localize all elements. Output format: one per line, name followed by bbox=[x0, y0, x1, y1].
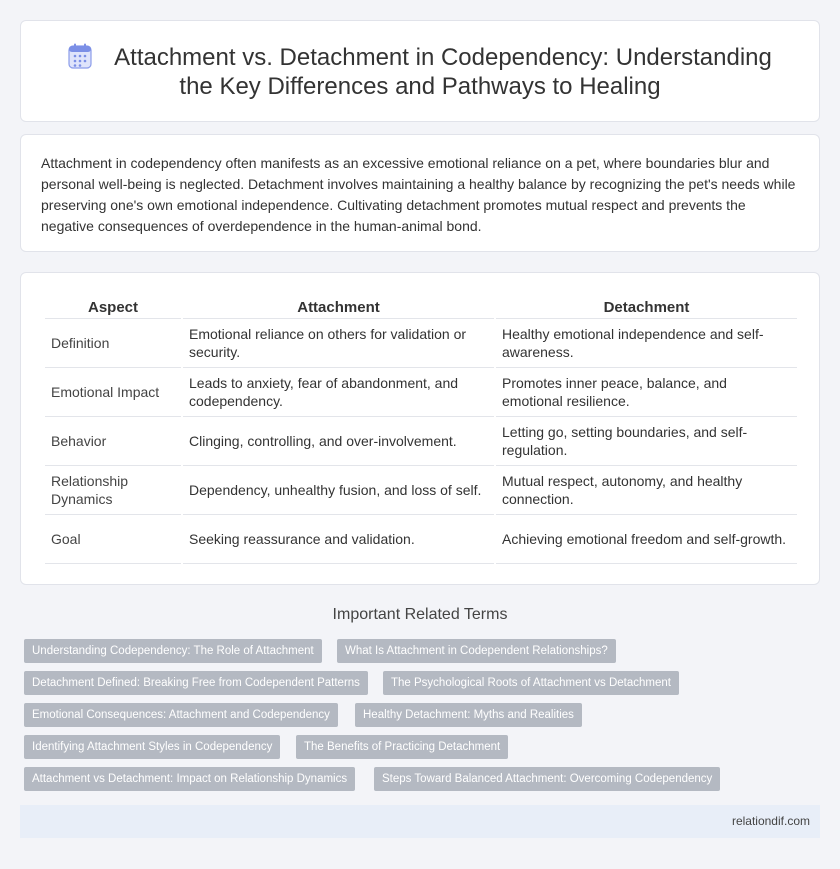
table-row bbox=[45, 417, 797, 466]
related-term-tag[interactable]: Identifying Attachment Styles in Codependency bbox=[24, 735, 280, 759]
comparison-card bbox=[20, 272, 820, 585]
related-term-tag[interactable]: The Benefits of Practicing Detachment bbox=[296, 735, 508, 759]
table-row bbox=[45, 466, 797, 515]
comparison-table bbox=[43, 297, 799, 564]
title-wrap bbox=[21, 43, 819, 101]
detachment-cell: Letting go, setting boundaries, and self-regulation. bbox=[496, 417, 797, 466]
detachment-cell: Achieving emotional freedom and self-growth. bbox=[496, 515, 797, 564]
related-term-tag[interactable]: Steps Toward Balanced Attachment: Overcoming Codependency bbox=[374, 767, 720, 791]
aspect-cell: Relationship Dynamics bbox=[45, 466, 181, 515]
related-term-tag[interactable]: Understanding Codependency: The Role of Attachment bbox=[24, 639, 322, 663]
table-row bbox=[45, 319, 797, 368]
footer-site-link[interactable]: relationdif.com bbox=[731, 814, 810, 828]
attachment-cell: Seeking reassurance and validation. bbox=[183, 515, 494, 564]
related-term-tag[interactable]: Detachment Defined: Breaking Free from Codependent Patterns bbox=[24, 671, 368, 695]
detachment-cell: Promotes inner peace, balance, and emotional resilience. bbox=[496, 368, 797, 417]
aspect-cell: Goal bbox=[45, 515, 181, 564]
header-detachment: Detachment bbox=[496, 297, 797, 319]
table-row bbox=[45, 515, 797, 564]
related-term-tag[interactable]: Attachment vs Detachment: Impact on Relationship Dynamics bbox=[24, 767, 355, 791]
footer bbox=[20, 805, 820, 838]
intro-paragraph: Attachment in codependency often manifests as an excessive emotional reliance on a pet, where boundaries blur and personal well-being is neglected. Detachment involves maintaining a healthy balance by recognizing the pet's needs while preserving one's own emotional independence. Cultivating detachment promotes mutual respect and prevents the negative consequences of overdependence in the human-animal bond. bbox=[41, 155, 796, 234]
related-term-tag[interactable]: The Psychological Roots of Attachment vs Detachment bbox=[383, 671, 679, 695]
attachment-cell: Dependency, unhealthy fusion, and loss of self. bbox=[183, 466, 494, 515]
detachment-cell: Healthy emotional independence and self-awareness. bbox=[496, 319, 797, 368]
table-header-row bbox=[45, 297, 797, 319]
related-term-tag[interactable]: What Is Attachment in Codependent Relationships? bbox=[337, 639, 616, 663]
aspect-cell: Behavior bbox=[45, 417, 181, 466]
calendar-icon bbox=[68, 43, 92, 69]
aspect-cell: Definition bbox=[45, 319, 181, 368]
attachment-cell: Emotional reliance on others for validation or security. bbox=[183, 319, 494, 368]
header-aspect: Aspect bbox=[45, 297, 181, 319]
related-term-tag[interactable]: Emotional Consequences: Attachment and Codependency bbox=[24, 703, 338, 727]
attachment-cell: Leads to anxiety, fear of abandonment, and codependency. bbox=[183, 368, 494, 417]
attachment-cell: Clinging, controlling, and over-involvement. bbox=[183, 417, 494, 466]
header-card bbox=[20, 20, 820, 122]
table-row bbox=[45, 368, 797, 417]
related-term-tag[interactable]: Healthy Detachment: Myths and Realities bbox=[355, 703, 582, 727]
header-attachment: Attachment bbox=[183, 297, 494, 319]
page-title: Attachment vs. Detachment in Codependency: Understanding the Key Differences and Pathways to Healing bbox=[114, 44, 772, 100]
detachment-cell: Mutual respect, autonomy, and healthy connection. bbox=[496, 466, 797, 515]
intro-card bbox=[20, 134, 820, 252]
related-terms-title: Important Related Terms bbox=[332, 606, 508, 623]
aspect-cell: Emotional Impact bbox=[45, 368, 181, 417]
